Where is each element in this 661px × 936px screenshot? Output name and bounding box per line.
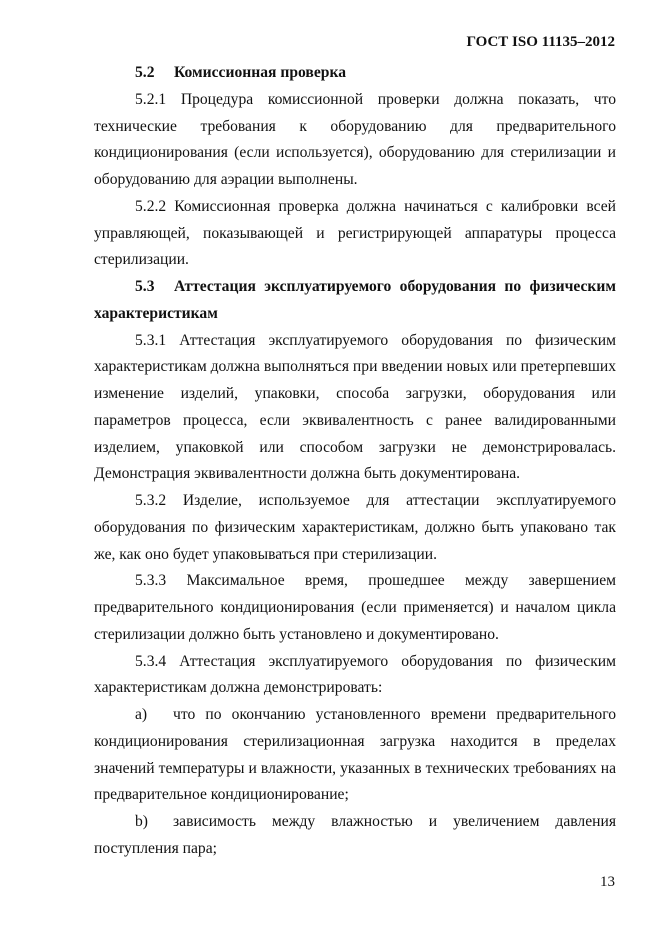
paragraph-5-3-2: 5.3.2 Изделие, используемое для аттестации эксплуатируемого оборудования по физическим характеристикам, должно быть упаковано так же, как оно будет упаковываться при стерилизации. <box>94 492 616 563</box>
paragraph-5-2-2: 5.2.2 Комиссионная проверка должна начинаться с калибровки всей управляющей, показывающей и регистрирующей аппаратуры процесса стерилизации. <box>94 197 616 269</box>
list-item-text: зависимость между влажностью и увеличением давления поступления пара; <box>94 813 616 857</box>
section-number: 5.2 <box>135 64 155 81</box>
section-heading-5-3 <box>94 274 616 328</box>
section-number: 5.3 <box>135 278 155 295</box>
section-title: Комиссионная проверка <box>174 64 346 81</box>
section-heading-5-2 <box>94 60 616 87</box>
paragraph-5-3-4: 5.3.4 Аттестация эксплуатируемого оборудования по физическим характеристикам должна демонстрировать: <box>94 652 616 697</box>
document-header-id: ГОСТ ISO 11135–2012 <box>466 34 615 50</box>
paragraph-5-3-1: 5.3.1 Аттестация эксплуатируемого оборудования по физическим характеристикам должна выполняться при введении новых или претерпевших изменение изделий, упаковки, способа загрузки, оборудования или параметров процесса, если эквивалентность с ранее валидированными изделием, упаковкой или способом загрузки не демонстрировалась. Демонстрация эквивалентности должна быть документирована. <box>94 331 616 483</box>
list-item-b <box>94 809 616 863</box>
paragraph-5-3-3: 5.3.3 Максимальное время, прошедшее между завершением предварительного кондиционирования (если применяется) и началом цикла стерилизации должно быть установлено и документировано. <box>94 572 616 643</box>
list-item-text: что по окончанию установленного времени предварительного кондиционирования стерилизационная загрузка находится в пределах значений температуры и влажности, указанных в технических требованиях на предварительное кондиционирование; <box>94 706 616 804</box>
list-marker: a) <box>135 706 148 723</box>
list-item-a <box>94 702 616 809</box>
paragraph-5-2-1: 5.2.1 Процедура комиссионной проверки должна показать, что технические требования к оборудованию для предварительного кондиционирования (если используется), оборудованию для стерилизации и оборудованию для аэрации выполнены. <box>94 90 616 188</box>
list-marker: b) <box>135 813 148 830</box>
page-number: 13 <box>600 874 615 890</box>
document-body <box>94 60 616 863</box>
section-title: Аттестация эксплуатируемого оборудования по физическим характеристикам <box>94 278 616 322</box>
